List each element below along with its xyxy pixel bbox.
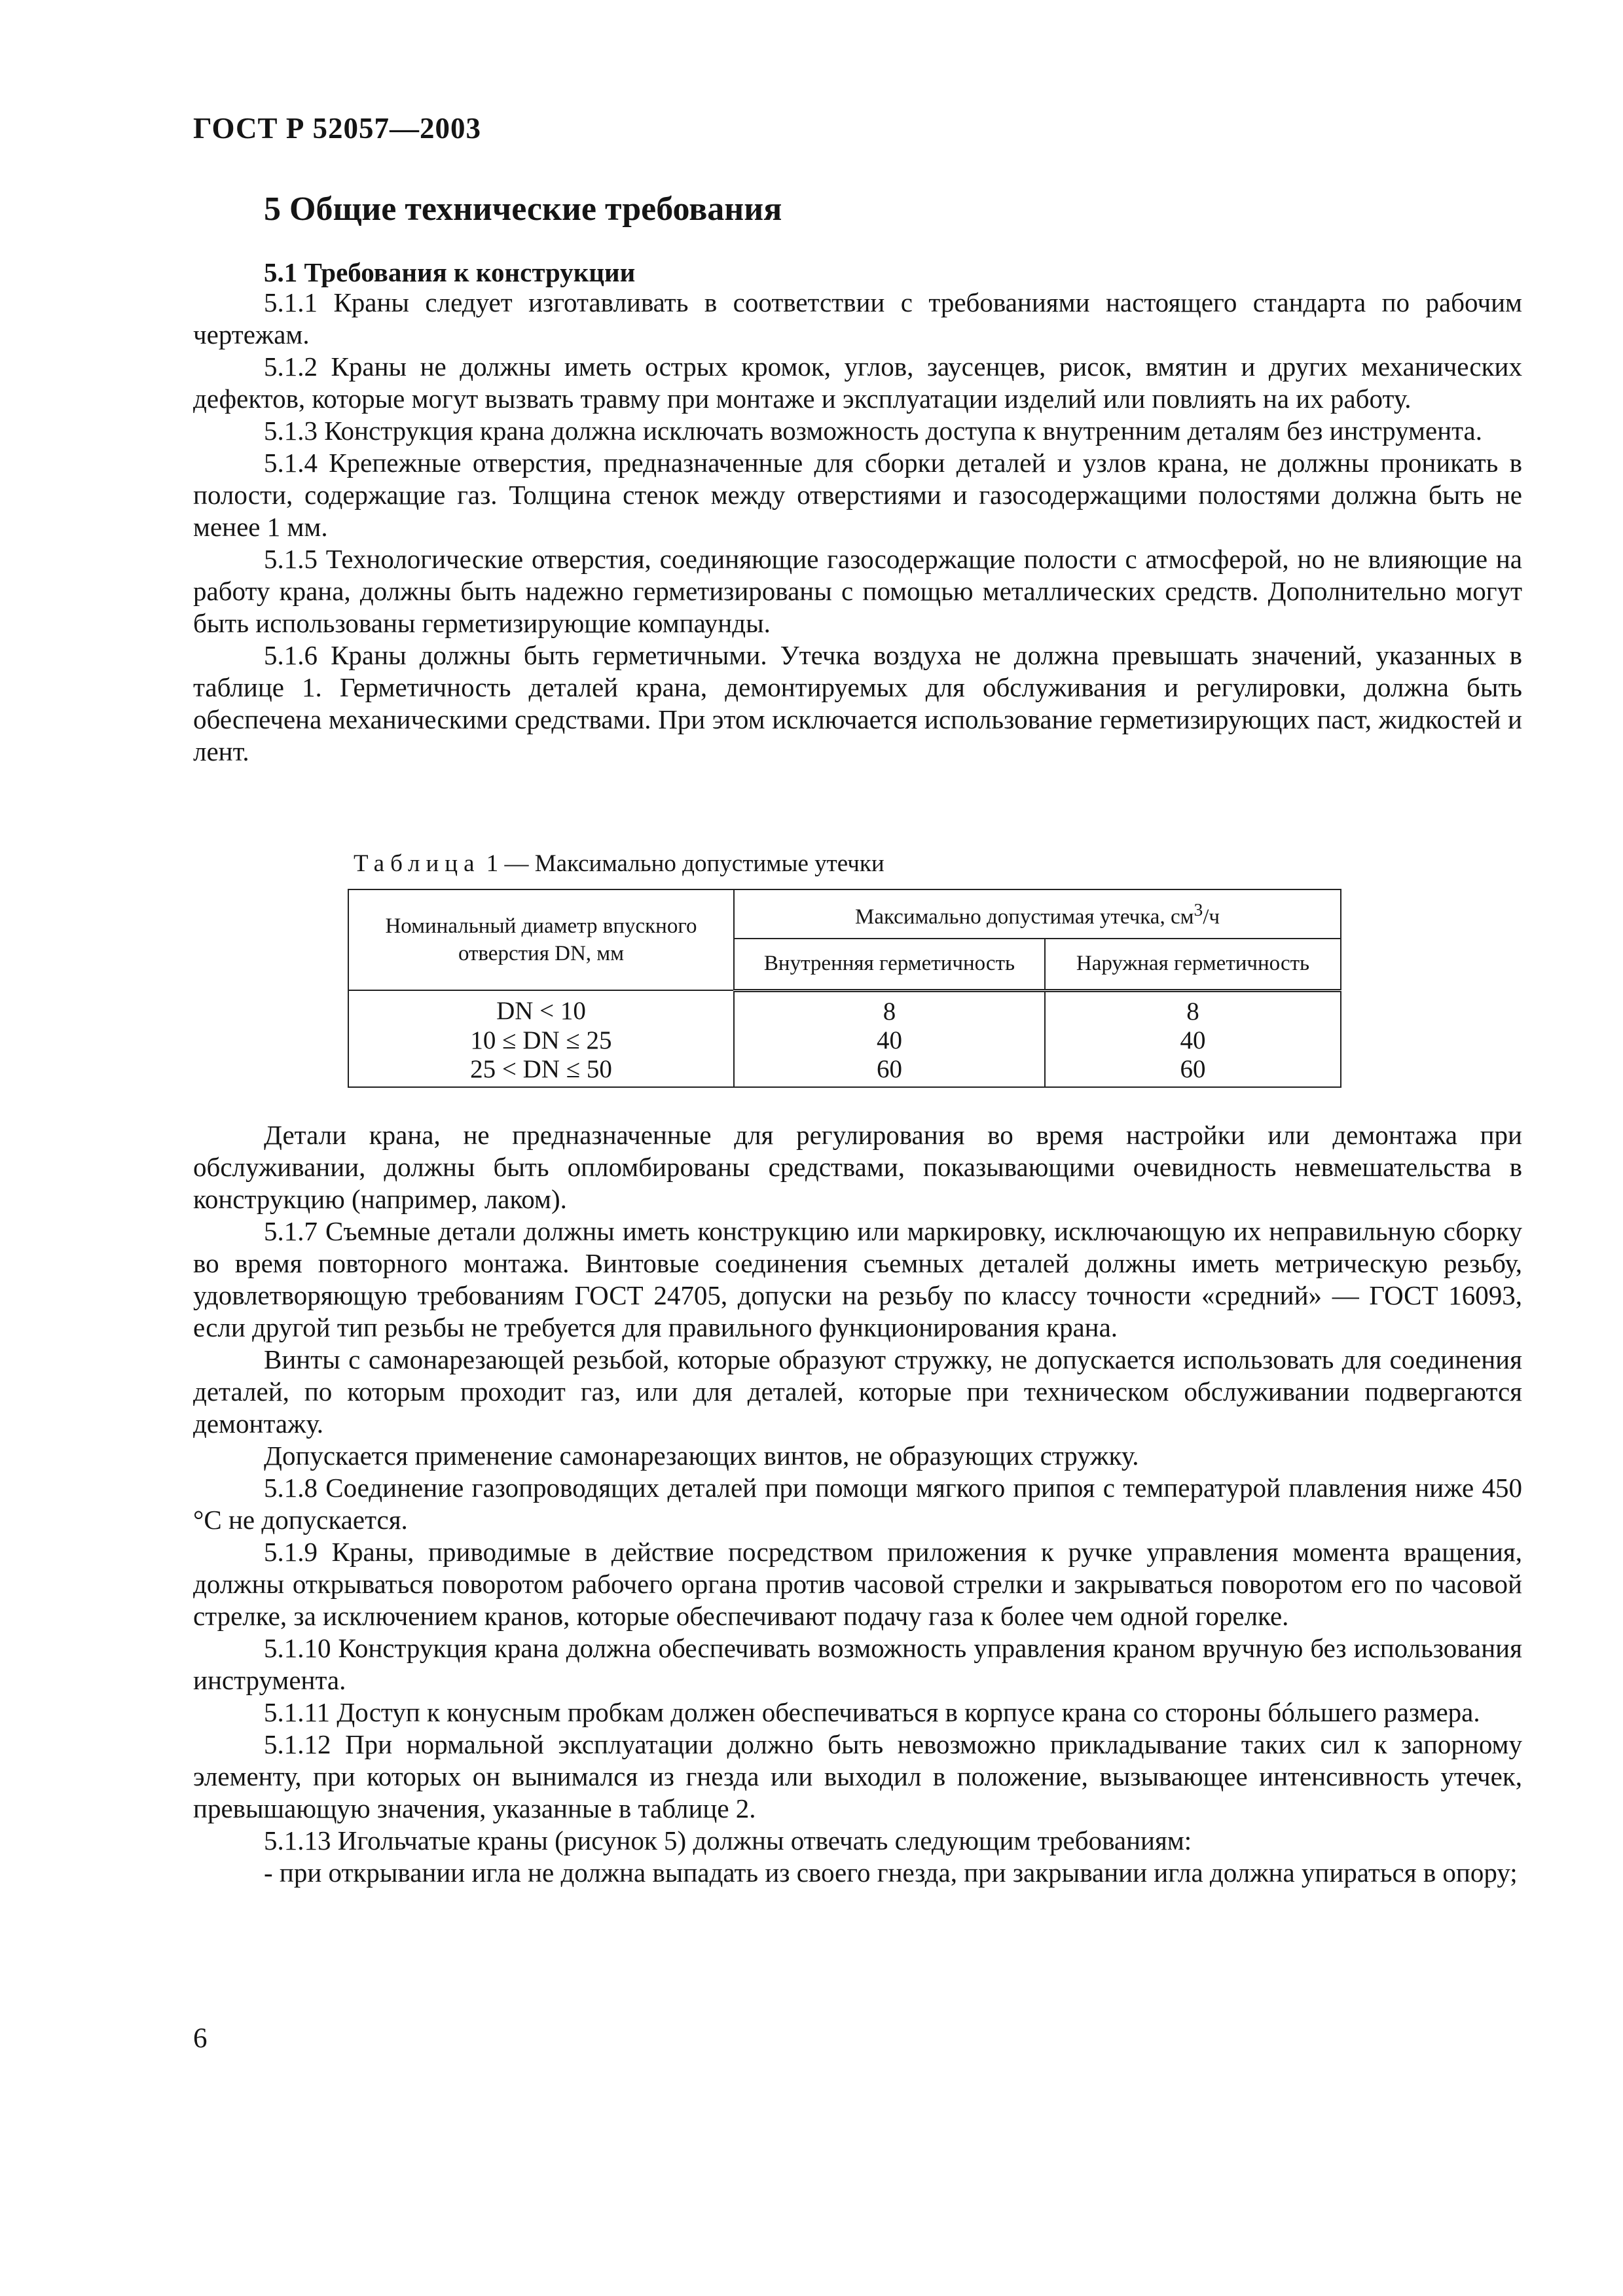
cell-internal: 60 <box>734 1055 1045 1087</box>
section-title: 5 Общие технические требования <box>264 190 782 228</box>
paragraph-self-tapping: Допускается применение самонарезающих винтов, не образующих стружку. <box>264 1441 1139 1471</box>
paragraph-sealing: Детали крана, не предназначенные для регулирования во время настройки или демонтажа при обслуживании, должны быть опломбированы средствами, показывающими очевидность невмешательства в конструкцию (например, лаком). <box>193 1120 1522 1214</box>
header-max-leak-unit: /ч <box>1203 905 1220 929</box>
paragraphs-before-table <box>193 287 1522 768</box>
table-caption-text: 1 — Максимально допустимые утечки <box>480 850 884 877</box>
standard-code: ГОСТ Р 52057—2003 <box>193 112 482 145</box>
cell-external: 40 <box>1045 1026 1341 1055</box>
page-number: 6 <box>193 2023 208 2054</box>
header-nominal-diameter: Номинальный диаметр впускного отверстия DN, мм <box>348 889 734 990</box>
paragraph-5-1-13: 5.1.13 Игольчатые краны (рисунок 5) должны отвечать следующим требованиям: <box>264 1825 1192 1856</box>
cell-dn: 25 < DN ≤ 50 <box>348 1055 734 1087</box>
paragraph-5-1-4: 5.1.4 Крепежные отверстия, предназначенные для сборки деталей и узлов крана, не должны проникать в полости, содержащие газ. Толщина стенок между отверстиями и газосодержащими полостями должна быть не менее 1 мм. <box>193 448 1522 542</box>
paragraph-5-1-7: 5.1.7 Съемные детали должны иметь конструкцию или маркировку, исключающую их неправильную сборку во время повторного монтажа. Винтовые соединения съемных деталей должны иметь метрическую резьбу, удовлетворяющую требованиям ГОСТ 24705, допуски на резьбу по классу точности «средний» — ГОСТ 16093, если другой тип резьбы не требуется для правильного функционирования крана. <box>193 1216 1522 1342</box>
paragraph-screws: Винты с самонарезающей резьбой, которые образуют стружку, не допускается использовать для соединения деталей, по которым проходит газ, или для деталей, которые при техническом обслуживании подвергаются демонтажу. <box>193 1344 1522 1439</box>
header-max-leak <box>734 889 1341 939</box>
table-row <box>348 1055 1341 1087</box>
paragraph-5-1-3: 5.1.3 Конструкция крана должна исключать возможность доступа к внутренним деталям без инструмента. <box>264 416 1482 446</box>
paragraph-5-1-5: 5.1.5 Технологические отверстия, соединяющие газосодержащие полости с атмосферой, но не влияющие на работу крана, должны быть надежно герметизированы с помощью металлических средств. Дополнительно могут быть использованы герметизирующие компаунды. <box>193 544 1522 638</box>
table-caption-label: Таблица <box>354 850 481 877</box>
table-caption <box>354 850 884 878</box>
paragraph-5-1-1: 5.1.1 Краны следует изготавливать в соответствии с требованиями настоящего стандарта по рабочим чертежам. <box>193 287 1522 350</box>
table-row <box>348 1026 1341 1055</box>
paragraph-5-1-12: 5.1.12 При нормальной эксплуатации должно быть невозможно прикладывание таких сил к запорному элементу, при которых он вынимался из гнезда или выходил в положение, вызывающее интенсивность утечек, превышающую значения, указанные в таблице 2. <box>193 1729 1522 1823</box>
paragraph-5-1-10: 5.1.10 Конструкция крана должна обеспечивать возможность управления краном вручную без использования инструмента. <box>193 1633 1522 1695</box>
cell-internal: 8 <box>734 990 1045 1026</box>
leak-table <box>348 889 1341 1088</box>
cell-external: 8 <box>1045 990 1341 1026</box>
paragraph-5-1-6: 5.1.6 Краны должны быть герметичными. Утечка воздуха не должна превышать значений, указанных в таблице 1. Герметичность деталей крана, демонтируемых для обслуживания и регулировки, должна быть обеспечена механическими средствами. При этом исключается использование герметизирующих паст, жидкостей и лент. <box>193 640 1522 766</box>
list-item: - при открывании игла не должна выпадать из своего гнезда, при закрывании игла должна упираться в опору; <box>264 1857 1518 1888</box>
cell-dn: DN < 10 <box>348 990 734 1026</box>
paragraph-5-1-11: 5.1.11 Доступ к конусным пробкам должен обеспечиваться в корпусе крана со стороны бóльшего размера. <box>264 1697 1480 1727</box>
header-external: Наружная герметичность <box>1045 939 1341 990</box>
paragraphs-after-table <box>193 1119 1522 1889</box>
paragraph-5-1-9: 5.1.9 Краны, приводимые в действие посредством приложения к ручке управления момента вращения, должны открываться поворотом рабочего органа против часовой стрелки и закрываться поворотом его по часовой стрелке, за исключением кранов, которые обеспечивают подачу газа к более чем одной горелке. <box>193 1537 1522 1631</box>
subsection-title: 5.1 Требования к конструкции <box>264 257 636 287</box>
header-max-leak-sup: 3 <box>1194 899 1203 920</box>
table-row <box>348 990 1341 1026</box>
paragraph-5-1-2: 5.1.2 Краны не должны иметь острых кромок, углов, заусенцев, рисок, вмятин и других механических дефектов, которые могут вызвать травму при монтаже и эксплуатации изделий или повлиять на их работу. <box>193 351 1522 414</box>
cell-internal: 40 <box>734 1026 1045 1055</box>
cell-external: 60 <box>1045 1055 1341 1087</box>
paragraph-5-1-8: 5.1.8 Соединение газопроводящих деталей при помощи мягкого припоя с температурой плавления ниже 450 °С не допускается. <box>193 1473 1522 1535</box>
cell-dn: 10 ≤ DN ≤ 25 <box>348 1026 734 1055</box>
header-max-leak-text: Максимально допустимая утечка, см <box>854 905 1194 929</box>
header-internal: Внутренняя герметичность <box>734 939 1045 990</box>
